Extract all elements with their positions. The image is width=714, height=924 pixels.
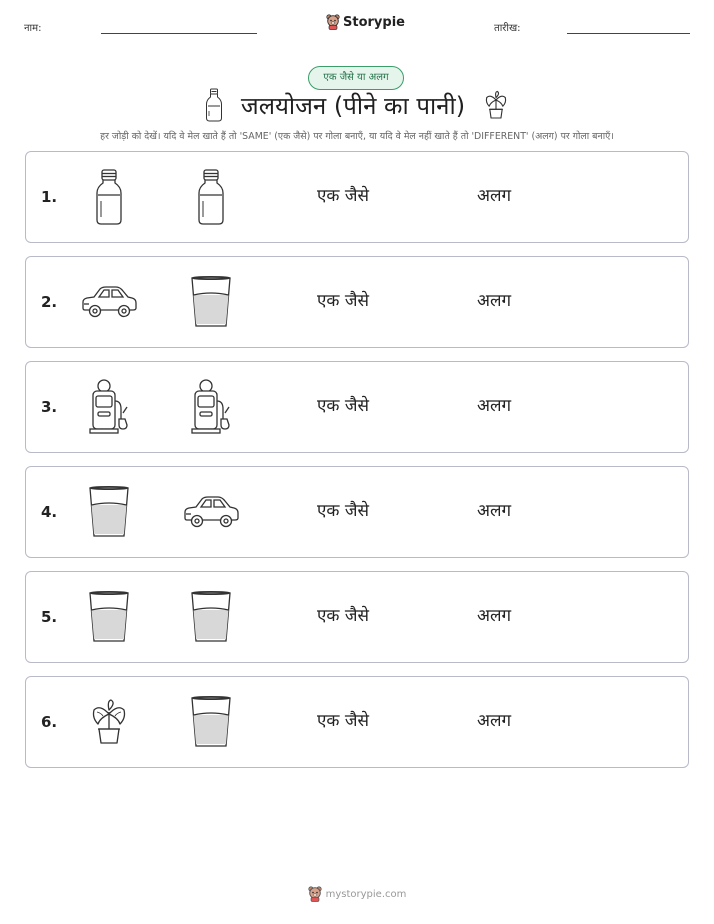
- bottle-icon: [205, 88, 223, 122]
- date-label: तारीख:: [494, 23, 521, 34]
- glass-icon: [181, 691, 241, 753]
- glass-icon: [181, 586, 241, 648]
- brand-logo: [326, 14, 405, 30]
- storypie-mascot-icon: [308, 886, 322, 902]
- bottle-icon: [79, 166, 139, 228]
- different-option[interactable]: अलग: [477, 186, 512, 206]
- car-icon: [79, 271, 139, 333]
- row-number: 6.: [41, 713, 58, 731]
- brand-name: Storypie: [343, 14, 405, 30]
- glass-icon: [79, 586, 139, 648]
- glass-icon: [181, 271, 241, 333]
- car-icon: [181, 481, 241, 543]
- footer-url[interactable]: mystorypie.com: [325, 888, 407, 900]
- same-option[interactable]: एक जैसे: [317, 711, 369, 731]
- pair-row-3: [25, 361, 689, 453]
- pair-row-1: [25, 151, 689, 243]
- wilted-plant-icon: [79, 691, 139, 753]
- pair-row-6: [25, 676, 689, 768]
- same-option[interactable]: एक जैसे: [317, 606, 369, 626]
- name-label: नाम:: [24, 23, 42, 34]
- activity-badge: एक जैसे या अलग: [308, 66, 404, 90]
- same-option[interactable]: एक जैसे: [317, 396, 369, 416]
- fuel-pump-icon: [181, 376, 241, 438]
- wilted-plant-icon: [483, 90, 509, 120]
- row-number: 4.: [41, 503, 58, 521]
- same-option[interactable]: एक जैसे: [317, 291, 369, 311]
- different-option[interactable]: अलग: [477, 396, 512, 416]
- row-number: 5.: [41, 608, 58, 626]
- bottle-icon: [181, 166, 241, 228]
- row-number: 2.: [41, 293, 58, 311]
- title-row: [0, 88, 714, 122]
- glass-icon: [79, 481, 139, 543]
- fuel-pump-icon: [79, 376, 139, 438]
- name-line[interactable]: [101, 33, 257, 34]
- different-option[interactable]: अलग: [477, 711, 512, 731]
- different-option[interactable]: अलग: [477, 606, 512, 626]
- pair-row-2: [25, 256, 689, 348]
- row-number: 3.: [41, 398, 58, 416]
- instructions-text: हर जोड़ी को देखें। यदि वे मेल खाते हैं तो 'SAME' (एक जैसे) पर गोला बनाएँ, या यदि वे मेल नहीं खाते हैं तो 'DIFFERENT' (अलग) पर गोला बनाएँ।: [100, 131, 614, 142]
- storypie-mascot-icon: [326, 14, 340, 30]
- same-option[interactable]: एक जैसे: [317, 186, 369, 206]
- different-option[interactable]: अलग: [477, 291, 512, 311]
- same-option[interactable]: एक जैसे: [317, 501, 369, 521]
- date-line[interactable]: [567, 33, 690, 34]
- pair-row-4: [25, 466, 689, 558]
- pair-row-5: [25, 571, 689, 663]
- footer: [0, 886, 714, 902]
- different-option[interactable]: अलग: [477, 501, 512, 521]
- row-number: 1.: [41, 188, 58, 206]
- page-title: जलयोजन (पीने का पानी): [240, 91, 466, 120]
